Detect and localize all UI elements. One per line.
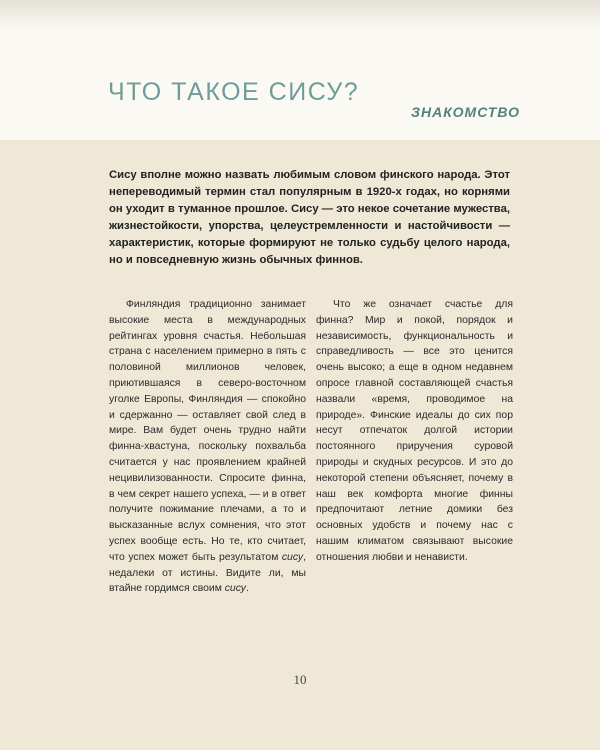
header-shadow — [0, 0, 600, 30]
left-text-end: . — [245, 583, 249, 595]
right-column — [316, 297, 513, 566]
page-title: ЧТО ТАКОЕ СИСУ? — [108, 78, 360, 106]
page-number: 10 — [293, 672, 307, 687]
right-column-paragraph: Что же означает счастье для финна? Мир и покой, порядок и независимость, функциональность и справедливость — все это ценится очень высоко; а еще в одном недавнем опросе главной составляющей счастья назвали «время, проводимое на природе». Финские идеалы до сих пор несут отпечаток долгой истории постоянного приручения суровой природы и скудных ресурсов. И это до некоторой степени объясняет, почему в наш век комфорта многие финны предпочитают летние домики без основных удобств и почему нас с нашим климатом связывают высокие отношения любви и ненависти. — [316, 299, 513, 563]
left-text-2: , недалеки от истины. Видите ли, мы втайне гордимся своим — [109, 551, 306, 595]
left-column — [109, 297, 306, 597]
left-emphasis-1: сису — [281, 551, 304, 563]
left-column-paragraph — [109, 297, 306, 597]
intro-paragraph: Сису вполне можно назвать любимым словом финского народа. Этот непереводимый термин стал популярным в 1920-х годах, но корнями он уходит в туманное прошлое. Сису — это некое сочетание мужества, жизнестойкости, упорства, целеустремленности и настойчивости — характеристик, которые формируют не только судьбу целого народа, но и повседневную жизнь обычных финнов. — [109, 169, 510, 266]
left-text-1: Финляндия традиционно занимает высокие места в международных рейтингах уровня счастья. Небольшая страна с населением примерно в пять с половиной миллионов человек, приютившаяся в северо-восточном уголке Европы, Финляндия — спокойно и сдержанно — оставляет свой след в мире. Вам будет очень трудно найти финна-хвастуна, поскольку похвальба считается у нас проявлением крайней нецивилизованности. Спросите финна, в чем секрет нашего успеха, — и в ответ получите пожимание плечами, а то и высказанные вслух сомнения, что этот успех вообще есть. Но те, кто считает, что успех может быть результатом — [109, 299, 306, 563]
chapter-label: ЗНАКОМСТВО — [411, 104, 520, 120]
left-emphasis-2: сису — [224, 583, 246, 595]
